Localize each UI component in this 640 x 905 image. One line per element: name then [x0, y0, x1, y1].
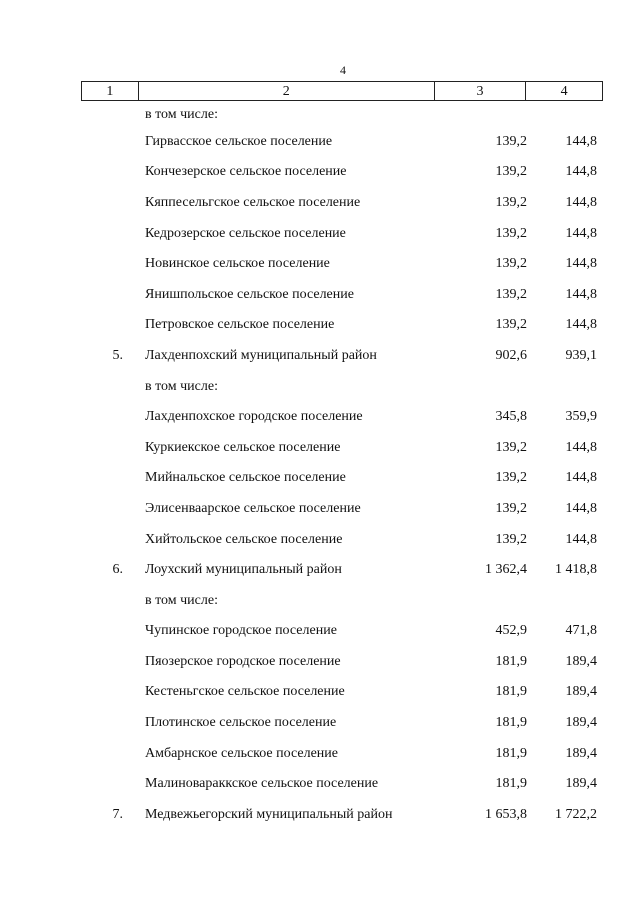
row-value-col3: 139,2 — [495, 133, 527, 149]
table-row — [81, 401, 603, 432]
row-name: Малиновараккское сельское поселение — [145, 776, 379, 792]
row-name: Кончезерское сельское поселение — [145, 164, 347, 180]
row-value-col3: 139,2 — [495, 470, 527, 486]
row-value-col3: 139,2 — [495, 286, 527, 302]
row-value-col4: 144,8 — [565, 194, 597, 210]
row-value-col3: 181,9 — [495, 745, 527, 761]
row-name: Новинское сельское поселение — [145, 256, 330, 272]
table-row — [81, 218, 603, 249]
row-value-col3: 181,9 — [495, 776, 527, 792]
row-value-col4: 144,8 — [565, 500, 597, 516]
row-name: Лахденпохское городское поселение — [145, 409, 363, 425]
row-name: Пяозерское городское поселение — [145, 653, 341, 669]
row-name: Элисенваарское сельское поселение — [145, 500, 361, 516]
row-name: Кестеньгское сельское поселение — [145, 684, 345, 700]
table-row — [81, 738, 603, 769]
row-name: Петровское сельское поселение — [145, 317, 335, 333]
row-value-col3: 139,2 — [495, 194, 527, 210]
row-name: Хийтольское сельское поселение — [145, 531, 343, 547]
row-value-col4: 359,9 — [565, 409, 597, 425]
header-cell-3: 3 — [435, 82, 527, 100]
table-row — [81, 616, 603, 647]
row-value-col3: 181,9 — [495, 653, 527, 669]
row-number: 6. — [112, 562, 123, 578]
row-value-col4: 144,8 — [565, 164, 597, 180]
row-value-col3: 139,2 — [495, 317, 527, 333]
row-value-col4: 144,8 — [565, 133, 597, 149]
table-row — [81, 677, 603, 708]
row-value-col3: 902,6 — [495, 347, 527, 363]
table-row — [81, 310, 603, 341]
row-value-col4: 189,4 — [565, 715, 597, 731]
table-row — [81, 554, 603, 585]
row-name: Куркиекское сельское поселение — [145, 439, 341, 455]
row-name: Кедрозерское сельское поселение — [145, 225, 346, 241]
row-number: 5. — [112, 347, 123, 363]
row-value-col3: 139,2 — [495, 225, 527, 241]
row-name: Мийнальское сельское поселение — [145, 470, 346, 486]
row-value-col4: 1 722,2 — [555, 806, 597, 822]
row-name: Лоухский муниципальный район — [145, 562, 342, 578]
row-name: Кяппесельгское сельское поселение — [145, 194, 361, 210]
row-name: Медвежьегорский муниципальный район — [145, 806, 393, 822]
row-value-col4: 189,4 — [565, 745, 597, 761]
row-value-col4: 144,8 — [565, 256, 597, 272]
row-value-col4: 189,4 — [565, 776, 597, 792]
row-name: Гирвасское сельское поселение — [145, 133, 333, 149]
table-row — [81, 768, 603, 799]
row-value-col4: 144,8 — [565, 286, 597, 302]
row-value-col3: 452,9 — [495, 623, 527, 639]
table-body — [81, 102, 603, 830]
table-row — [81, 157, 603, 188]
table-row — [81, 432, 603, 463]
row-name: Янишпольское сельское поселение — [145, 286, 354, 302]
table-row — [81, 524, 603, 555]
table-row — [81, 248, 603, 279]
table-row — [81, 340, 603, 371]
row-value-col3: 345,8 — [495, 409, 527, 425]
page-number: 4 — [340, 63, 346, 77]
row-value-col4: 471,8 — [565, 623, 597, 639]
row-value-col4: 144,8 — [565, 225, 597, 241]
table-row — [81, 707, 603, 738]
table-row — [81, 279, 603, 310]
row-name: в том числе: — [145, 106, 218, 122]
row-value-col4: 144,8 — [565, 317, 597, 333]
table-row — [81, 463, 603, 494]
row-value-col4: 1 418,8 — [555, 562, 597, 578]
table-row — [81, 646, 603, 677]
row-name: в том числе: — [145, 592, 218, 608]
table-row — [81, 371, 603, 402]
row-value-col4: 189,4 — [565, 653, 597, 669]
table-row — [81, 585, 603, 616]
header-cell-4: 4 — [560, 84, 568, 99]
table-row — [81, 799, 603, 830]
row-value-col4: 189,4 — [565, 684, 597, 700]
table-row — [81, 126, 603, 157]
row-number: 7. — [112, 806, 123, 822]
row-value-col4: 144,8 — [565, 531, 597, 547]
row-value-col3: 181,9 — [495, 715, 527, 731]
row-value-col3: 1 653,8 — [485, 806, 527, 822]
row-value-col3: 139,2 — [495, 439, 527, 455]
table-row — [81, 187, 603, 218]
row-value-col4: 144,8 — [565, 470, 597, 486]
row-value-col4: 144,8 — [565, 439, 597, 455]
table-row — [81, 493, 603, 524]
row-value-col3: 139,2 — [495, 500, 527, 516]
row-name: Амбарнское сельское поселение — [145, 745, 338, 761]
row-value-col3: 1 362,4 — [485, 562, 527, 578]
row-value-col3: 139,2 — [495, 256, 527, 272]
table-header — [81, 81, 603, 101]
row-name: в том числе: — [145, 378, 218, 394]
row-name: Плотинское сельское поселение — [145, 715, 337, 731]
row-name: Чупинское городское поселение — [145, 623, 337, 639]
row-value-col3: 139,2 — [495, 531, 527, 547]
table-row — [81, 102, 603, 126]
row-value-col3: 139,2 — [495, 164, 527, 180]
header-cell-2: 2 — [139, 82, 435, 100]
row-value-col4: 939,1 — [565, 347, 597, 363]
row-value-col3: 181,9 — [495, 684, 527, 700]
row-name: Лахденпохский муниципальный район — [145, 347, 377, 363]
header-cell-1: 1 — [82, 82, 139, 100]
